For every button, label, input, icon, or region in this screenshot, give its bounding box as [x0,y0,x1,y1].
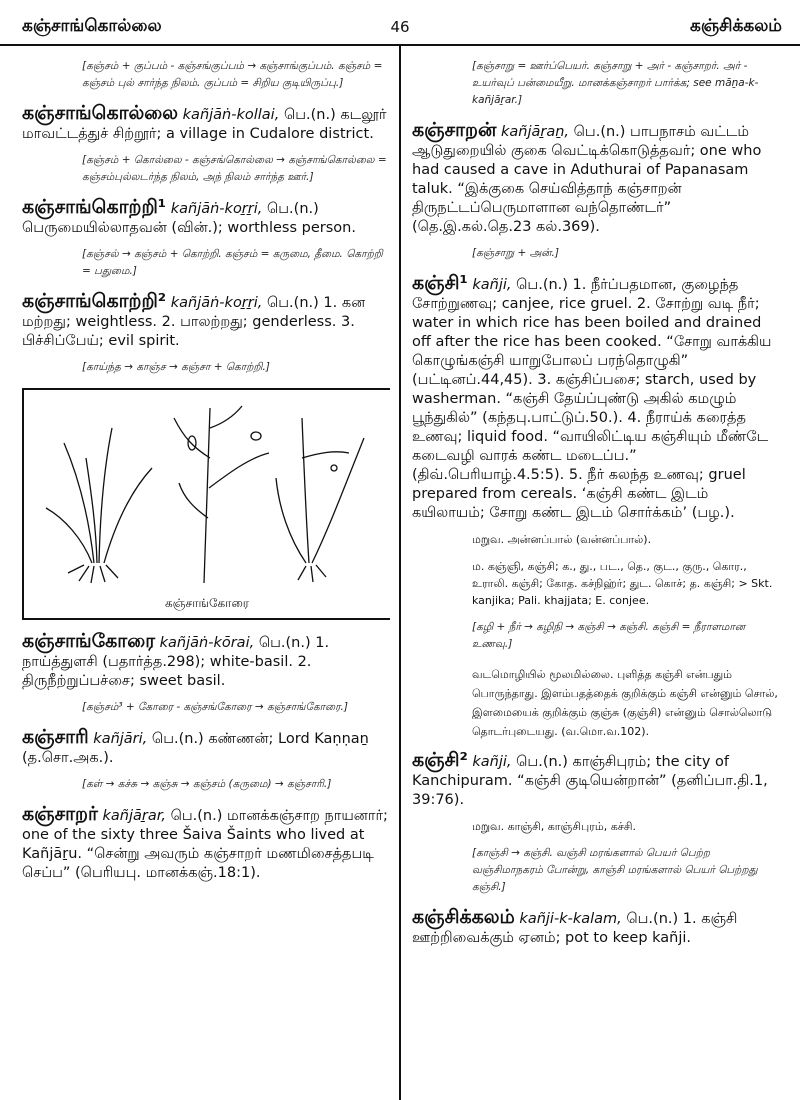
entry [412,274,784,523]
headword: கஞ்சி² [412,749,468,771]
headword: கஞ்சாறன் [412,119,497,141]
entry [22,104,390,144]
transliteration: kañjāṅ-kōrai, [159,635,255,651]
remark-paragraph: வடமொழியில் மூலமில்லை. புளித்த கஞ்சி என்பதும் பொருந்தாது. இளம்பதத்தைக் குறிக்கும் கஞ்சி என்னும் சொல், இளமையைக் குறிக்கும் குஞ்சு (குஞ்சி) என்னும் சொல்லொடு தொடர்புடையது. (வ.மொ.வ.102). [472,668,778,738]
definition: பெ.(n.) கடலூர் மாவட்டத்துச் சிற்றூர்; a village in Cudalore district. [22,107,387,142]
definition: பெ.(n.) 1. கன மற்றது; weightless. 2. பாலற்றது; genderless. 3. பிச்சிப்பேய்; evil spirit. [22,295,366,349]
etymology-note: [கழி + நீர் → கழிநி → கஞ்சி → கஞ்சி. கஞ்சி = நீராளமான உணவு.] [472,621,746,650]
header-right-word: கஞ்சிக்கலம் [690,16,782,36]
etymology-note: [காய்ந்த → காஞ்ச → கஞ்சா + கொற்றி.] [82,361,270,373]
grass-drawing [34,398,380,588]
headword: கஞ்சாரி [22,726,89,748]
cognates-line: ம. கஞ்ஞி, கஞ்சி; க., து., பட., தெ., குட., குரு., கொர., உராலி. கஞ்சி; கோத. கச்நிஹ்ர்; துட. கொச்; த. கஞ்சி; > Skt. kanjika; Pali. khajjata; E. conjee. [472,560,773,607]
entry [22,292,390,351]
transliteration: kañjāṟaṉ, [500,124,570,140]
definition: பெ.(n.) 1. நாய்த்துளசி (பதார்த்த.298); white-basil. 2. திருநீற்றுப்பச்சை; sweet basil. [22,635,330,689]
definition: பெ.(n.) 1. கஞ்சி ஊற்றிவைக்கும் ஏனம்; pot to keep kañji. [412,911,738,946]
etymology-note: [கஞ்சாறு = ஊர்ப்பெயர். கஞ்சாறு + அர் - கஞ்சாறர். அர் - உயர்வுப் பன்மையீறு. மானக்கஞ்சாறர் பார்க்க; see māṉa-k-kañjāṟar.] [472,60,759,106]
etymology-note: [கஞ்சாறு + அன்.] [472,247,559,259]
headword: கஞ்சாங்கோரை [22,630,156,652]
transliteration: kañji-k-kalam, [519,911,622,927]
etymology-note: [காஞ்சி → கஞ்சி. வஞ்சி மரங்களால் பெயர் பெற்ற வஞ்சிமாநகரம் போன்று, காஞ்சி மரங்களால் பெயர் பெற்றது கஞ்சி.] [472,847,758,893]
entry [22,805,390,883]
right-column [412,58,784,1098]
page-header [0,0,800,46]
headword: கஞ்சாங்கொற்றி² [22,290,167,312]
entry [412,751,784,810]
figure-caption: கஞ்சாங்கோரை [164,596,249,610]
etymology-note: [கஞ்சம் + கொல்லை - கஞ்சங்கொல்லை → கஞ்சாங்கொல்லை = கஞ்சம்புல்லடர்ந்த நிலம், அந் நிலம் சார்ந்த ஊர்.] [82,154,387,183]
definition: பெ.(n.) மானக்கஞ்சாற நாயனார்; one of the sixty three Šaiva Šaints who lived at Kañjāṟu. “சென்று அவரும் கஞ்சாறர் மணமிசைத்தபடி செப்ப” (பெரியபு. மானக்கஞ்.18:1). [22,808,388,881]
plant-illustration [22,388,390,620]
headword: கஞ்சாறர் [22,803,98,825]
transliteration: kañjāṅ-koṟṟi, [170,295,263,311]
etymology-note: [கள் → கச்சு → கஞ்சு → கஞ்சம் (கருமை) → கஞ்சாரி.] [82,778,332,790]
definition: பெ.(n.) காஞ்சிபுரம்; the city of Kanchipuram. “கஞ்சி குடியென்றான்” (தனிப்பா.தி.1, 39:76). [412,754,768,808]
left-column [22,58,390,1098]
transliteration: kañjāri, [93,731,148,747]
headword: கஞ்சிக்கலம் [412,906,515,928]
transliteration: kañji, [472,754,512,770]
header-left-word: கஞ்சாங்கொல்லை [22,16,162,36]
definition: பெ.(n.) 1. நீர்ப்பதமான, குழைந்த சோற்றுணவு; canjee, rice gruel. 2. சோற்று வடி நீர்; water in which rice has been boiled and drained off after the rice has been cooked. “சோறு வாக்கிய கொழுங்கஞ்சி யாறுபோலப் பரந்தொழுகி” (பட்டினப்.44,45). 3. கஞ்சிப்பசை; starch, used by washerman. “கஞ்சி தேய்ப்புண்டு அகில் கமழும் பூந்துகில்” (கந்தபு.பாட்டுப்.50.). 4. நீராய்க் கரைத்த உணவு; liquid food. “வாயிலிட்டிய கஞ்சியும் மீண்டே கடைவழி வாரக் கண்ட மடைப்ப.” (திவ்.பெரியாழ்.4.5:5). 5. நீர் கலந்த உணவு; gruel prepared from cereals. ‘கஞ்சி கண்ட இடம் கயிலாயம்; சோறு கண்ட இடம் சொர்க்கம்’ (பழ.). [412,277,772,521]
synonym-line: மறுவ. அன்னப்பால் (வன்னப்பால்). [472,533,652,546]
etymology-note: [கஞ்சம்³ + கோரை - கஞ்சங்கோரை → கஞ்சாங்கோரை.] [82,701,348,713]
definition: பெ.(n.) பெருமையில்லாதவன் (வின்.); worthless person. [22,201,356,236]
etymology-note: [கஞ்சம் + குப்பம் - கஞ்சங்குப்பம் → கஞ்சாங்குப்பம். கஞ்சம் = கஞ்சம் புல் சார்ந்த நிலம். குப்பம் = சிறிய குடியிருப்பு.] [82,60,383,89]
entry [412,908,784,948]
headword: கஞ்சி¹ [412,272,468,294]
definition: பெ.(n.) கண்ணன்; Lord Kaṇṇaṉ (த.சொ.அக.). [22,731,369,766]
entry [22,728,390,768]
synonym-line: மறுவ. காஞ்சி, காஞ்சிபுரம், கச்சி. [472,820,636,833]
entry [412,121,784,237]
column-divider [399,44,401,1100]
headword: கஞ்சாங்கொற்றி¹ [22,196,167,218]
headword: கஞ்சாங்கொல்லை [22,102,179,124]
entry [22,632,390,691]
transliteration: kañji, [472,277,512,293]
transliteration: kañjāṟar, [102,808,166,824]
page-number: 46 [390,18,410,36]
transliteration: kañjāṅ-koṟṟi, [170,201,263,217]
definition: பெ.(n.) பாபநாசம் வட்டம் ஆடுதுறையில் குகை வெட்டிக்கொடுத்தவர்; one who had caused a cave in Aduthurai of Papanasam taluk. “இக்குகை செய்வித்தாந் கஞ்சாறன் திருநட்டப்பெருமாளான வந்தொண்டர்” (தெ.இ.கல்.தெ.23 கல்.369). [412,124,762,235]
transliteration: kañjāṅ-kollai, [182,107,280,123]
entry [22,198,390,238]
etymology-note: [கஞ்சல் → கஞ்சம் + கொற்றி. கஞ்சம் = கருமை, தீமை. கொற்றி = பதுமை.] [82,248,383,277]
